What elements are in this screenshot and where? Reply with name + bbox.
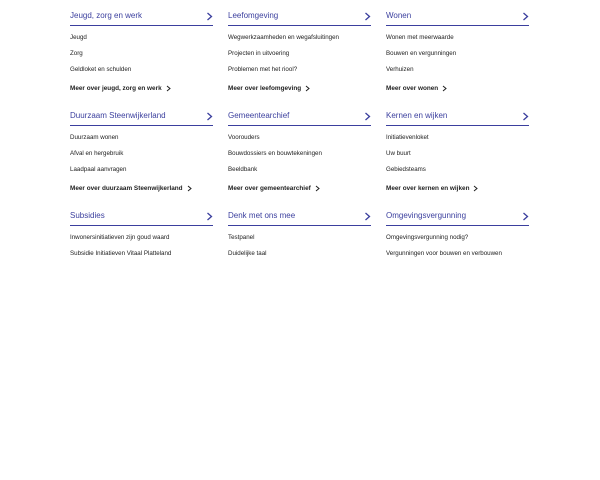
more-link[interactable]: [386, 81, 529, 95]
link-item[interactable]: Duidelijke taal: [228, 250, 267, 257]
more-link-label[interactable]: Meer over kernen en wijken: [386, 184, 470, 192]
more-link-label[interactable]: Meer over jeugd, zorg en werk: [70, 84, 162, 92]
card-header-jeugd-zorg-werk[interactable]: [70, 8, 213, 26]
link-item[interactable]: Laadpaal aanvragen: [70, 166, 127, 173]
link-item[interactable]: Uw buurt: [386, 150, 411, 157]
chevron-right-icon[interactable]: [364, 112, 371, 121]
link-item[interactable]: Testpanel: [228, 234, 255, 241]
more-link[interactable]: [70, 81, 213, 95]
chevron-right-icon: [305, 85, 310, 92]
card-header-omgevingsvergunning[interactable]: [386, 208, 529, 226]
link-list: [228, 130, 371, 178]
link-item[interactable]: Jeugd: [70, 34, 87, 41]
link-item[interactable]: Initiatievenloket: [386, 134, 429, 141]
card-jeugd-zorg-werk: [70, 8, 213, 108]
chevron-right-icon: [187, 185, 192, 192]
card-leefomgeving: [228, 8, 371, 108]
card-title[interactable]: Jeugd, zorg en werk: [70, 11, 143, 20]
more-link[interactable]: [70, 181, 213, 195]
card-title[interactable]: Duurzaam Steenwijkerland: [70, 111, 166, 120]
more-link-label[interactable]: Meer over wonen: [386, 84, 439, 92]
link-item[interactable]: Inwonersinitiatieven zijn goud waard: [70, 234, 170, 241]
card-title[interactable]: Omgevingsvergunning: [386, 211, 467, 220]
chevron-right-icon[interactable]: [206, 12, 213, 21]
link-list: [70, 130, 213, 178]
card-wonen: [386, 8, 529, 108]
more-link[interactable]: [228, 81, 371, 95]
link-list: [386, 230, 529, 262]
chevron-right-icon[interactable]: [364, 12, 371, 21]
link-item[interactable]: Subsidie Initiatieven Vitaal Platteland: [70, 250, 172, 257]
chevron-right-icon[interactable]: [522, 112, 529, 121]
link-list: [228, 230, 371, 262]
chevron-right-icon: [166, 85, 171, 92]
link-list: [70, 30, 213, 78]
chevron-right-icon[interactable]: [522, 212, 529, 221]
link-item[interactable]: Duurzaam wonen: [70, 134, 119, 141]
card-denk-met-ons-mee: [228, 208, 371, 308]
link-item[interactable]: Vergunningen voor bouwen en verbouwen: [386, 250, 502, 257]
more-link-label[interactable]: Meer over gemeentearchief: [228, 184, 311, 192]
link-item[interactable]: Omgevingsvergunning nodig?: [386, 234, 469, 241]
link-item[interactable]: Geldloket en schulden: [70, 66, 132, 73]
more-link-label[interactable]: Meer over duurzaam Steenwijkerland: [70, 184, 183, 192]
link-item[interactable]: Beeldbank: [228, 166, 258, 173]
link-list: [386, 130, 529, 178]
link-item[interactable]: Voorouders: [228, 134, 260, 141]
link-item[interactable]: Afval en hergebruik: [70, 150, 124, 157]
card-title[interactable]: Subsidies: [70, 211, 105, 220]
link-item[interactable]: Zorg: [70, 50, 83, 57]
chevron-right-icon[interactable]: [206, 112, 213, 121]
card-duurzaam-steenwijkerland: [70, 108, 213, 208]
card-header-kernen-en-wijken[interactable]: [386, 108, 529, 126]
card-header-denk-met-ons-mee[interactable]: [228, 208, 371, 226]
link-item[interactable]: Bouwen en vergunningen: [386, 50, 457, 57]
card-title[interactable]: Denk met ons mee: [228, 211, 296, 220]
link-item[interactable]: Projecten in uitvoering: [228, 50, 290, 57]
link-list: [228, 30, 371, 78]
link-item[interactable]: Wonen met meerwaarde: [386, 34, 454, 41]
link-item[interactable]: Gebiedsteams: [386, 166, 426, 173]
card-title[interactable]: Kernen en wijken: [386, 111, 448, 120]
chevron-right-icon: [473, 185, 478, 192]
link-list: [386, 30, 529, 78]
more-link[interactable]: [228, 181, 371, 195]
chevron-right-icon: [315, 185, 320, 192]
card-subsidies: [70, 208, 213, 308]
card-header-duurzaam-steenwijkerland[interactable]: [70, 108, 213, 126]
more-link-label[interactable]: Meer over leefomgeving: [228, 84, 302, 92]
card-header-gemeentearchief[interactable]: [228, 108, 371, 126]
link-item[interactable]: Problemen met het riool?: [228, 66, 298, 73]
link-item[interactable]: Bouwdossiers en bouwtekeningen: [228, 150, 322, 157]
card-header-leefomgeving[interactable]: [228, 8, 371, 26]
more-link[interactable]: [386, 181, 529, 195]
card-header-subsidies[interactable]: [70, 208, 213, 226]
chevron-right-icon[interactable]: [206, 212, 213, 221]
card-kernen-en-wijken: [386, 108, 529, 208]
card-title[interactable]: Wonen: [386, 11, 412, 20]
card-title[interactable]: Leefomgeving: [228, 11, 279, 20]
link-list: [70, 230, 213, 262]
link-item[interactable]: Wegwerkzaamheden en wegafsluitingen: [228, 34, 339, 41]
chevron-right-icon[interactable]: [364, 212, 371, 221]
link-item[interactable]: Verhuizen: [386, 66, 414, 73]
topic-grid: [70, 8, 530, 308]
card-header-wonen[interactable]: [386, 8, 529, 26]
chevron-right-icon: [442, 85, 447, 92]
card-gemeentearchief: [228, 108, 371, 208]
card-title[interactable]: Gemeentearchief: [228, 111, 290, 120]
card-omgevingsvergunning: [386, 208, 529, 308]
chevron-right-icon[interactable]: [522, 12, 529, 21]
